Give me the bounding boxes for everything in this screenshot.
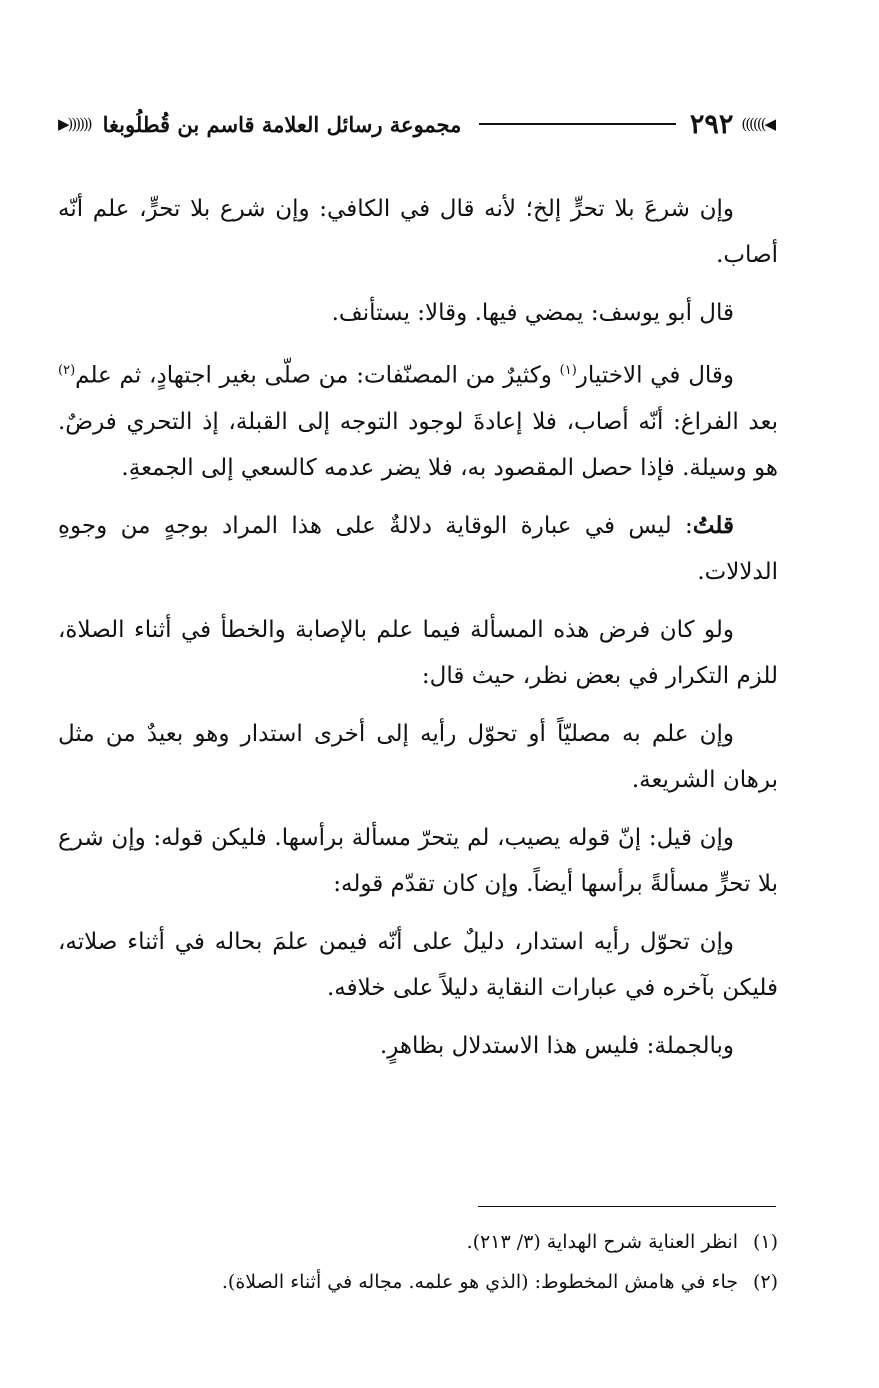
paragraph-5: ولو كان فرض هذه المسألة فيما علم بالإصابة والخطأ في أثناء الصلاة، للزم التكرار في بعض نظر، حيث قال: xyxy=(58,616,778,689)
footnote-1 xyxy=(58,1222,778,1262)
footnote-rule xyxy=(478,1206,776,1207)
ornament-right: ◀)))))) xyxy=(741,115,774,133)
page-number: ٢٩٢ xyxy=(689,108,734,140)
paragraph-4-lead: قلتُ xyxy=(692,511,734,539)
paragraph-8: وإن تحوّل رأيه استدار، دليلٌ على أنّه فيمن علمَ بحاله في أثناء صلاته، فليكن بآخره في عبارات النقاية دليلاً على خلافه. xyxy=(58,928,778,1001)
running-header xyxy=(58,102,774,146)
paragraph-1: وإن شرعَ بلا تحرٍّ إلخ؛ لأنه قال في الكافي: وإن شرع بلا تحرٍّ، علم أنّه أصاب. xyxy=(58,196,778,268)
footnote-1-text: انظر العناية شرح الهداية (٣/ ٢١٣). xyxy=(466,1231,738,1253)
footnote-ref-1: (١) xyxy=(559,363,577,378)
footnote-2-mark: (٢) xyxy=(752,1271,778,1293)
ornament-left: ((((((▶ xyxy=(58,115,91,133)
paragraph-4-rest: : ليس في عبارة الوقاية دلالةٌ على هذا المراد بوجهٍ من وجوهِ الدلالات. xyxy=(58,512,778,585)
paragraph-3 xyxy=(58,348,778,491)
footnote-2 xyxy=(58,1262,778,1302)
paragraph-4 xyxy=(58,503,778,595)
paragraph-7: وإن قيل: إنّ قوله يصيب، لم يتحرّ مسألة برأسها. فليكن قوله: وإن شرع بلا تحرٍّ مسألةً برأسها أيضاً. وإن كان تقدّم قوله: xyxy=(58,824,778,897)
paragraph-2: قال أبو يوسف: يمضي فيها. وقالا: يستأنف. xyxy=(331,300,734,326)
paragraph-3-part-b: وكثيرٌ من المصنّفات: من صلّى بغير اجتهادٍ، ثم علم xyxy=(75,362,560,389)
footnote-ref-2: (٢) xyxy=(58,363,76,378)
footnote-1-mark: (١) xyxy=(752,1231,778,1253)
header-rule xyxy=(479,123,675,125)
running-title: مجموعة رسائل العلامة قاسم بن قُطلُوبغا xyxy=(102,111,462,137)
paragraph-3-part-c: بعد الفراغ: أنّه أصاب، فلا إعادةَ لوجود التوجه إلى القبلة، إذ التحري فرضٌ. هو وسيلة. فإذا حصل المقصود به، فلا يضر عدمه كالسعي إلى الجمعةِ. xyxy=(58,408,778,481)
paragraph-9: وبالجملة: فليس هذا الاستدلال بظاهرٍ. xyxy=(379,1032,734,1059)
paragraph-6: وإن علم به مصليّاً أو تحوّل رأيه إلى أخرى استدار وهو بعيدٌ من مثل برهان الشريعة. xyxy=(58,720,778,793)
footnote-2-text: جاء في هامش المخطوط: (الذي هو علمه. مجاله في أثناء الصلاة). xyxy=(221,1271,738,1293)
paragraph-3-part-a: وقال في الاختيار xyxy=(576,362,735,389)
footnotes xyxy=(58,1222,778,1302)
main-text xyxy=(58,186,778,1081)
